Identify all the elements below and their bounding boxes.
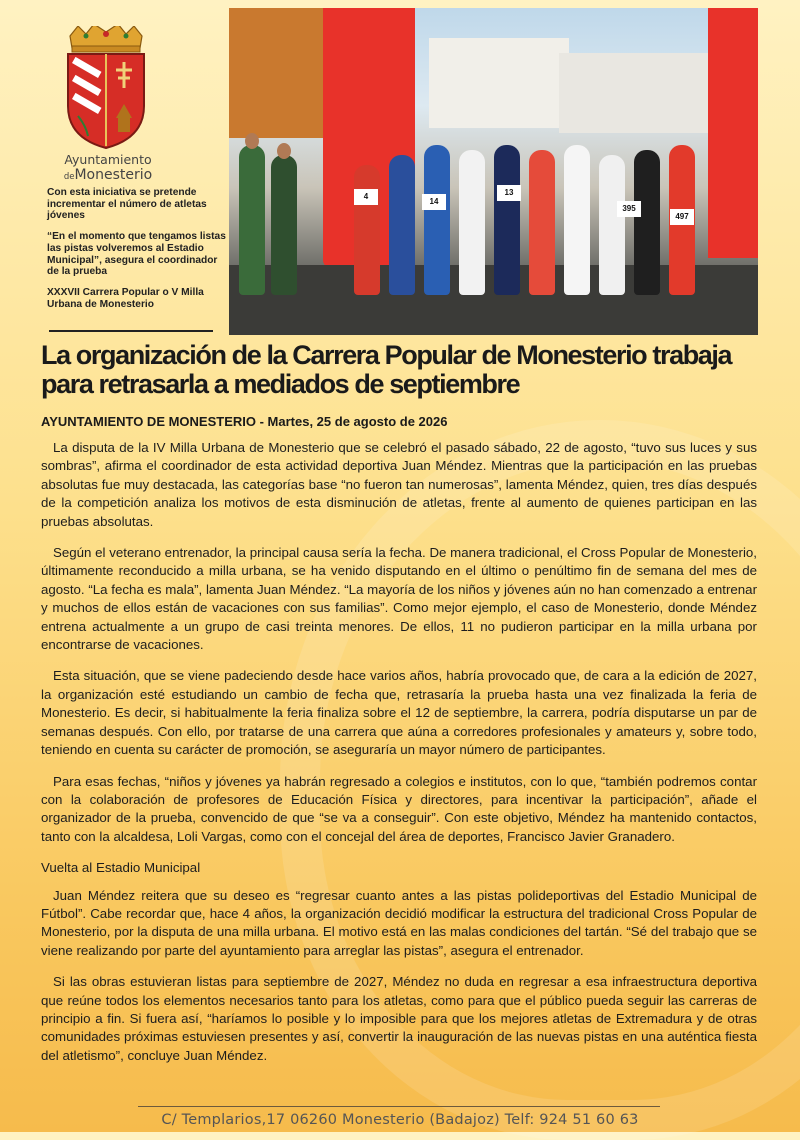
organization-name-prefix: de bbox=[63, 171, 75, 182]
bib-number: 497 bbox=[670, 209, 694, 225]
side-highlight: Con esta iniciativa se pretende incrementar el número de atletas jóvenes bbox=[47, 187, 207, 222]
footer-divider bbox=[138, 1106, 660, 1107]
organization-name bbox=[48, 154, 168, 182]
bib-number: 13 bbox=[497, 185, 521, 201]
article-paragraph: Según el veterano entrenador, la principal causa sería la fecha. De manera tradicional, el Cross Popular de Monesterio, últimamente reconducido a milla urbana, se ha venido disputando en el último o penúltimo fin de semana del mes de agosto. “La fecha es mala”, lamenta Juan Méndez. “La mayoría de los niños y jóvenes aún no han comenzado a entrenar y muchos de ellos están de vacaciones con sus familias”. Como mejor ejemplo, el caso de Monesterio, donde Méndez entrena actualmente a un grupo de casi treinta menores. De ellos, 11 no pudieron participar en la milla urbana por encontrarse de vacaciones. bbox=[41, 545, 757, 653]
bib-number: 395 bbox=[617, 201, 641, 217]
municipal-crest-logo bbox=[58, 26, 154, 150]
organization-name-town: Monesterio bbox=[74, 166, 153, 183]
article-subheading: Vuelta al Estadio Municipal bbox=[41, 860, 201, 876]
side-divider bbox=[49, 330, 213, 332]
article-body bbox=[41, 439, 757, 1078]
side-highlight: “En el momento que tengamos listas las pistas volveremos al Estadio Municipal”, asegura el coordinador de la prueba bbox=[47, 231, 226, 278]
bib-number: 4 bbox=[354, 189, 378, 205]
article-headline: La organización de la Carrera Popular de Monesterio trabaja para retrasarla a mediados de septiembre bbox=[41, 340, 732, 399]
article-byline: AYUNTAMIENTO DE MONESTERIO - Martes, 25 de agosto de 2026 bbox=[41, 414, 448, 429]
side-highlights bbox=[47, 187, 227, 319]
race-start-photo bbox=[229, 8, 758, 335]
article-paragraph: Si las obras estuvieran listas para septiembre de 2027, Méndez no duda en regresar a esa infraestructura deportiva que reúne todos los elementos necesarios tanto para los atletas, como para que el público pueda seguir las carreras de principio a fin. Si fuera así, “haríamos lo posible y lo imposible para que los mejores atletas de Extremadura y de otras comunidades próximas estuviesen presentes y así, convertir la inauguración de las nuevas pistas en una auténtica fiesta del atletismo”, concluye Juan Méndez. bbox=[41, 974, 757, 1063]
inflatable-arch-right bbox=[708, 8, 758, 258]
side-highlight: XXXVII Carrera Popular o V Milla Urbana de Monesterio bbox=[47, 287, 204, 310]
organization-name-line1: Ayuntamiento bbox=[64, 152, 152, 167]
article-paragraph: La disputa de la IV Milla Urbana de Monesterio que se celebró el pasado sábado, 22 de agosto, “tuvo sus luces y sus sombras”, afirma el coordinador de esta actividad deportiva Juan Méndez. Mientras que la participación en las pruebas absolutas fue muy destacada, las categorías base “no fueron tan numerosas”, lamenta Méndez, quien, tres días después de la competición analiza los motivos de esta disminución de atletas, frente al aumento de quienes participan en las pruebas absolutas. bbox=[41, 440, 757, 529]
article-paragraph: Para esas fechas, “niños y jóvenes ya habrán regresado a colegios e institutos, con lo que, “también podremos contar con la colaboración de profesores de Educación Física y directores, para incentivar la participación”, añade el organizador de la prueba, convencido de que “se va a conseguir”. Con este objetivo, Méndez ha mantenido contactos, tanto con la alcaldesa, Loli Vargas, como con el concejal del área de deportes, Francisco Javier Granadero. bbox=[41, 773, 757, 844]
article-paragraph: Esta situación, que se viene padeciendo desde hace varios años, habría provocado que, de cara a la edición de 2027, la organización esté estudiando un cambio de fecha que, retrasaría la prueba hasta una vez finalizada la feria de Monesterio. Es decir, si habitualmente la feria finaliza sobre el 12 de septiembre, la carrera, podría disputarse un par de semanas después. Con ello, por tratarse de una carrera que aúna a corredores profesionales y amateurs y, sobre todo, teniendo en cuenta su carácter de promoción, se aseguraría un mayor número de participantes. bbox=[41, 668, 757, 758]
article-paragraph: Juan Méndez reitera que su deseo es “regresar cuanto antes a las pistas polideportivas del Estadio Municipal de Fútbol”. Cabe recordar que, hace 4 años, la organización decidió modificar la estructura del tradicional Cross Popular de Monesterio, por la disputa de una milla urbana. El motivo está en las malas condiciones del tartán. “Sé del trabajo que se viene realizando por parte del ayuntamiento para arreglar las pistas”, asegura el entrenador. bbox=[41, 887, 757, 958]
footer-address: C/ Templarios,17 06260 Monesterio (Badajoz) Telf: 924 51 60 63 bbox=[161, 1112, 639, 1128]
bib-number: 14 bbox=[422, 194, 446, 210]
